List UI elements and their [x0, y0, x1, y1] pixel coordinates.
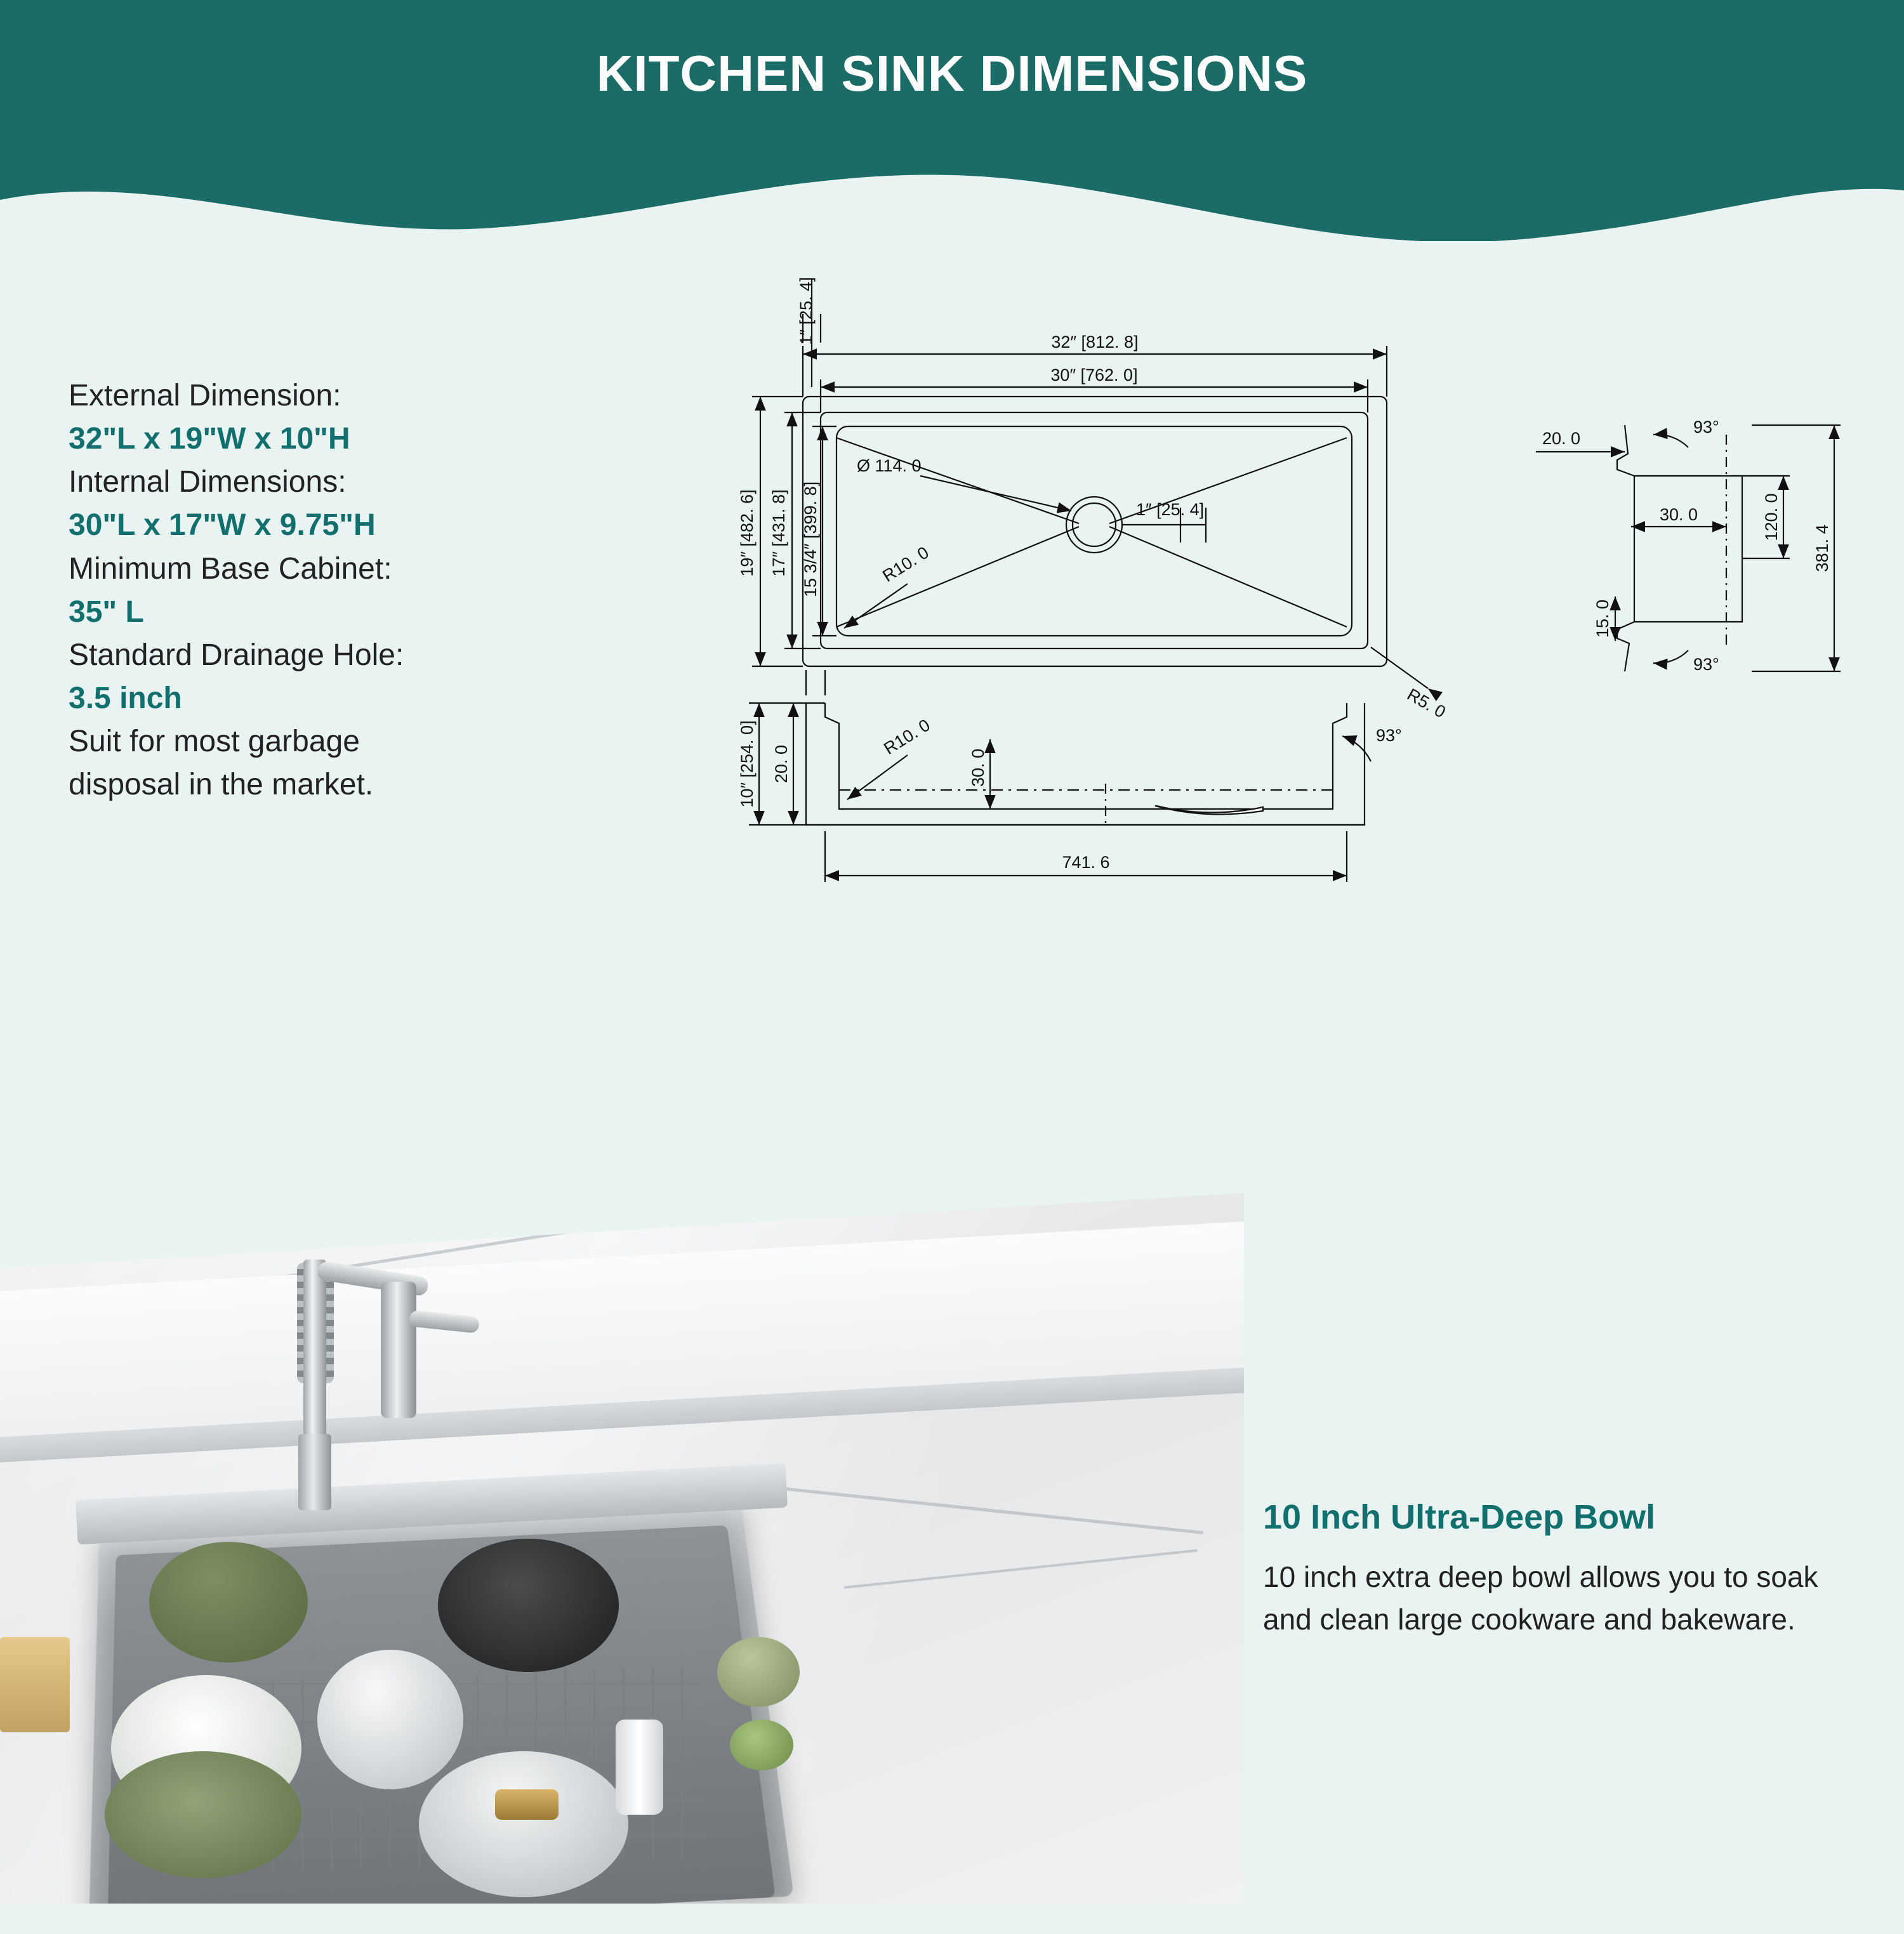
note-line-2: disposal in the market.	[69, 768, 374, 802]
spec-label-external: External Dimension:	[69, 379, 341, 412]
feature-caption	[1263, 1497, 1834, 1640]
green-bowl	[149, 1542, 308, 1662]
faucet-head	[381, 1282, 416, 1418]
glass-pot-lid	[419, 1751, 628, 1897]
spec-label-internal: Internal Dimensions:	[69, 465, 347, 499]
dim-drain-diameter: Ø 114. 0	[857, 456, 922, 475]
caption-title: 10 Inch Ultra-Deep Bowl	[1263, 1498, 1656, 1536]
black-frying-pan	[438, 1539, 619, 1672]
dim-inner-width: 17″ [431. 8]	[769, 489, 788, 577]
dim-side-angle-bottom: 93°	[1693, 655, 1719, 674]
dim-side-step: 15. 0	[1593, 599, 1612, 638]
dim-front-bottom-length: 741. 6	[1062, 853, 1110, 872]
spec-value-drain: 3.5 inch	[69, 681, 182, 716]
green-plate	[105, 1751, 301, 1878]
dim-drain-offset: 1″ [25. 4]	[1136, 500, 1205, 519]
book-stack	[0, 1637, 70, 1732]
dim-side-total-height: 381. 4	[1813, 524, 1832, 572]
dim-corner-radius-outer: R5. 0	[1404, 685, 1449, 722]
spec-label-drain: Standard Drainage Hole:	[69, 638, 404, 672]
spec-value-external: 32"L x 19"W x 10"H	[69, 422, 350, 456]
dim-front-depth: 10″ [254. 0]	[737, 720, 757, 808]
dim-overall-length: 32″ [812. 8]	[1051, 332, 1139, 352]
dim-side-angle-top: 93°	[1693, 418, 1719, 437]
dim-bottom-width: 15 3/4″ [399. 8]	[801, 481, 820, 598]
spec-value-internal: 30"L x 17"W x 9.75"H	[69, 508, 376, 543]
spec-value-cabinet: 35" L	[69, 595, 144, 629]
faucet-column	[303, 1260, 326, 1450]
note-line-1: Suit for most garbage	[69, 725, 360, 759]
dim-inner-length: 30″ [762. 0]	[1050, 365, 1138, 385]
technical-drawing	[635, 277, 1866, 1206]
white-bottle	[616, 1720, 663, 1815]
plant-pot	[717, 1637, 800, 1707]
dim-side-rim-height: 120. 0	[1762, 493, 1781, 541]
dim-front-radius: R10. 0	[880, 715, 934, 759]
dim-side-lip-depth: 20. 0	[1542, 429, 1581, 448]
dim-corner-radius-inner: R10. 0	[879, 543, 932, 586]
dim-front-lip: 20. 0	[772, 744, 791, 784]
sink-photo	[0, 1193, 1244, 1904]
dim-front-angle: 93°	[1376, 726, 1402, 745]
dim-overall-width: 19″ [482. 6]	[737, 489, 757, 577]
green-peas	[730, 1720, 793, 1770]
caption-body: 10 inch extra deep bowl allows you to soak and clean large cookware and bakeware.	[1263, 1560, 1818, 1636]
glass-teapot	[317, 1650, 463, 1789]
dim-front-bottom-rise: 30. 0	[969, 748, 988, 787]
faucet-base	[298, 1434, 331, 1510]
spec-label-cabinet: Minimum Base Cabinet:	[69, 551, 392, 586]
lid-knob	[495, 1789, 559, 1820]
page-title: KITCHEN SINK DIMENSIONS	[596, 45, 1308, 102]
dim-side-flange: 30. 0	[1659, 505, 1698, 524]
wave-divider-icon	[0, 162, 1904, 282]
header-banner	[0, 0, 1904, 241]
dim-lip-width: 1″ [25. 4]	[797, 277, 816, 345]
specifications-list	[69, 374, 602, 807]
